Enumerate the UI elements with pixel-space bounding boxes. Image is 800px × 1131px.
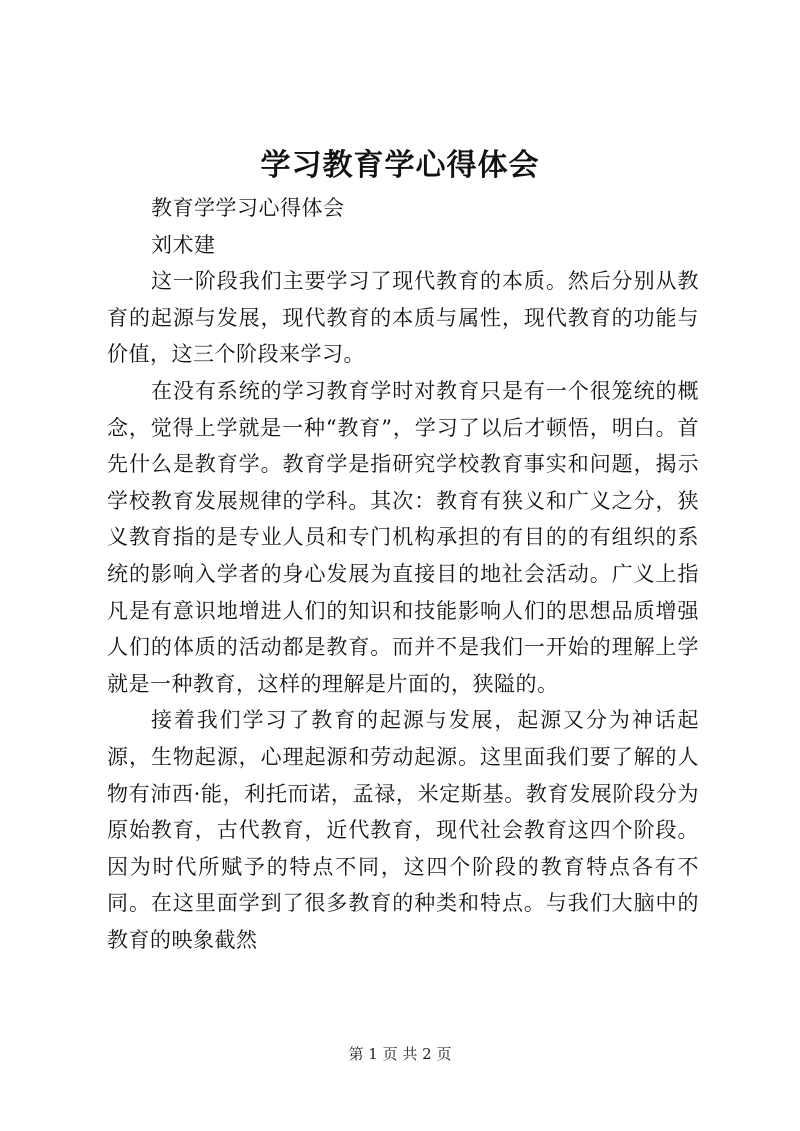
author-paragraph: 刘术建 bbox=[151, 232, 216, 257]
body-paragraph: 这一阶段我们主要学习了现代教育的本质。然后分别从教育的起源与发展，现代教育的本质与属性，现代教育的功能与价值，这三个阶段来学习。 bbox=[107, 269, 699, 367]
body-paragraph: 在没有系统的学习教育学时对教育只是有一个很笼统的概念，觉得上学就是一种“教育”，学习了以后才顿悟，明白。首先什么是教育学。教育学是指研究学校教育事实和问题，揭示学校教育发展规律的学科。其次：教育有狭义和广义之分，狭义教育指的是专业人员和专门机构承担的有目的的有组织的系统的影响入学者的身心发展为直接目的地社会活动。广义上指凡是有意识地增进人们的知识和技能影响人们的思想品质增强人们的体质的活动都是教育。而并不是我们一开始的理解上学就是一种教育，这样的理解是片面的，狭隘的。 bbox=[107, 378, 699, 696]
subtitle-paragraph: 教育学学习心得体会 bbox=[151, 196, 345, 220]
body-paragraph: 接着我们学习了教育的起源与发展，起源又分为神话起源，生物起源，心理起源和劳动起源。这里面我们要了解的人物有沛西·能，利托而诺，孟禄，米定斯基。教育发展阶段分为原始教育，古代教育，近代教育，现代社会教育这四个阶段。因为时代所赋予的特点不同，这四个阶段的教育特点各有不同。在这里面学到了很多教育的种类和特点。与我们大脑中的教育的映象截然 bbox=[107, 708, 699, 952]
page-title: 学习教育学心得体会 bbox=[260, 148, 540, 183]
page-footer: 第 1 页 共 2 页 bbox=[348, 1045, 452, 1063]
document-body bbox=[107, 190, 699, 958]
